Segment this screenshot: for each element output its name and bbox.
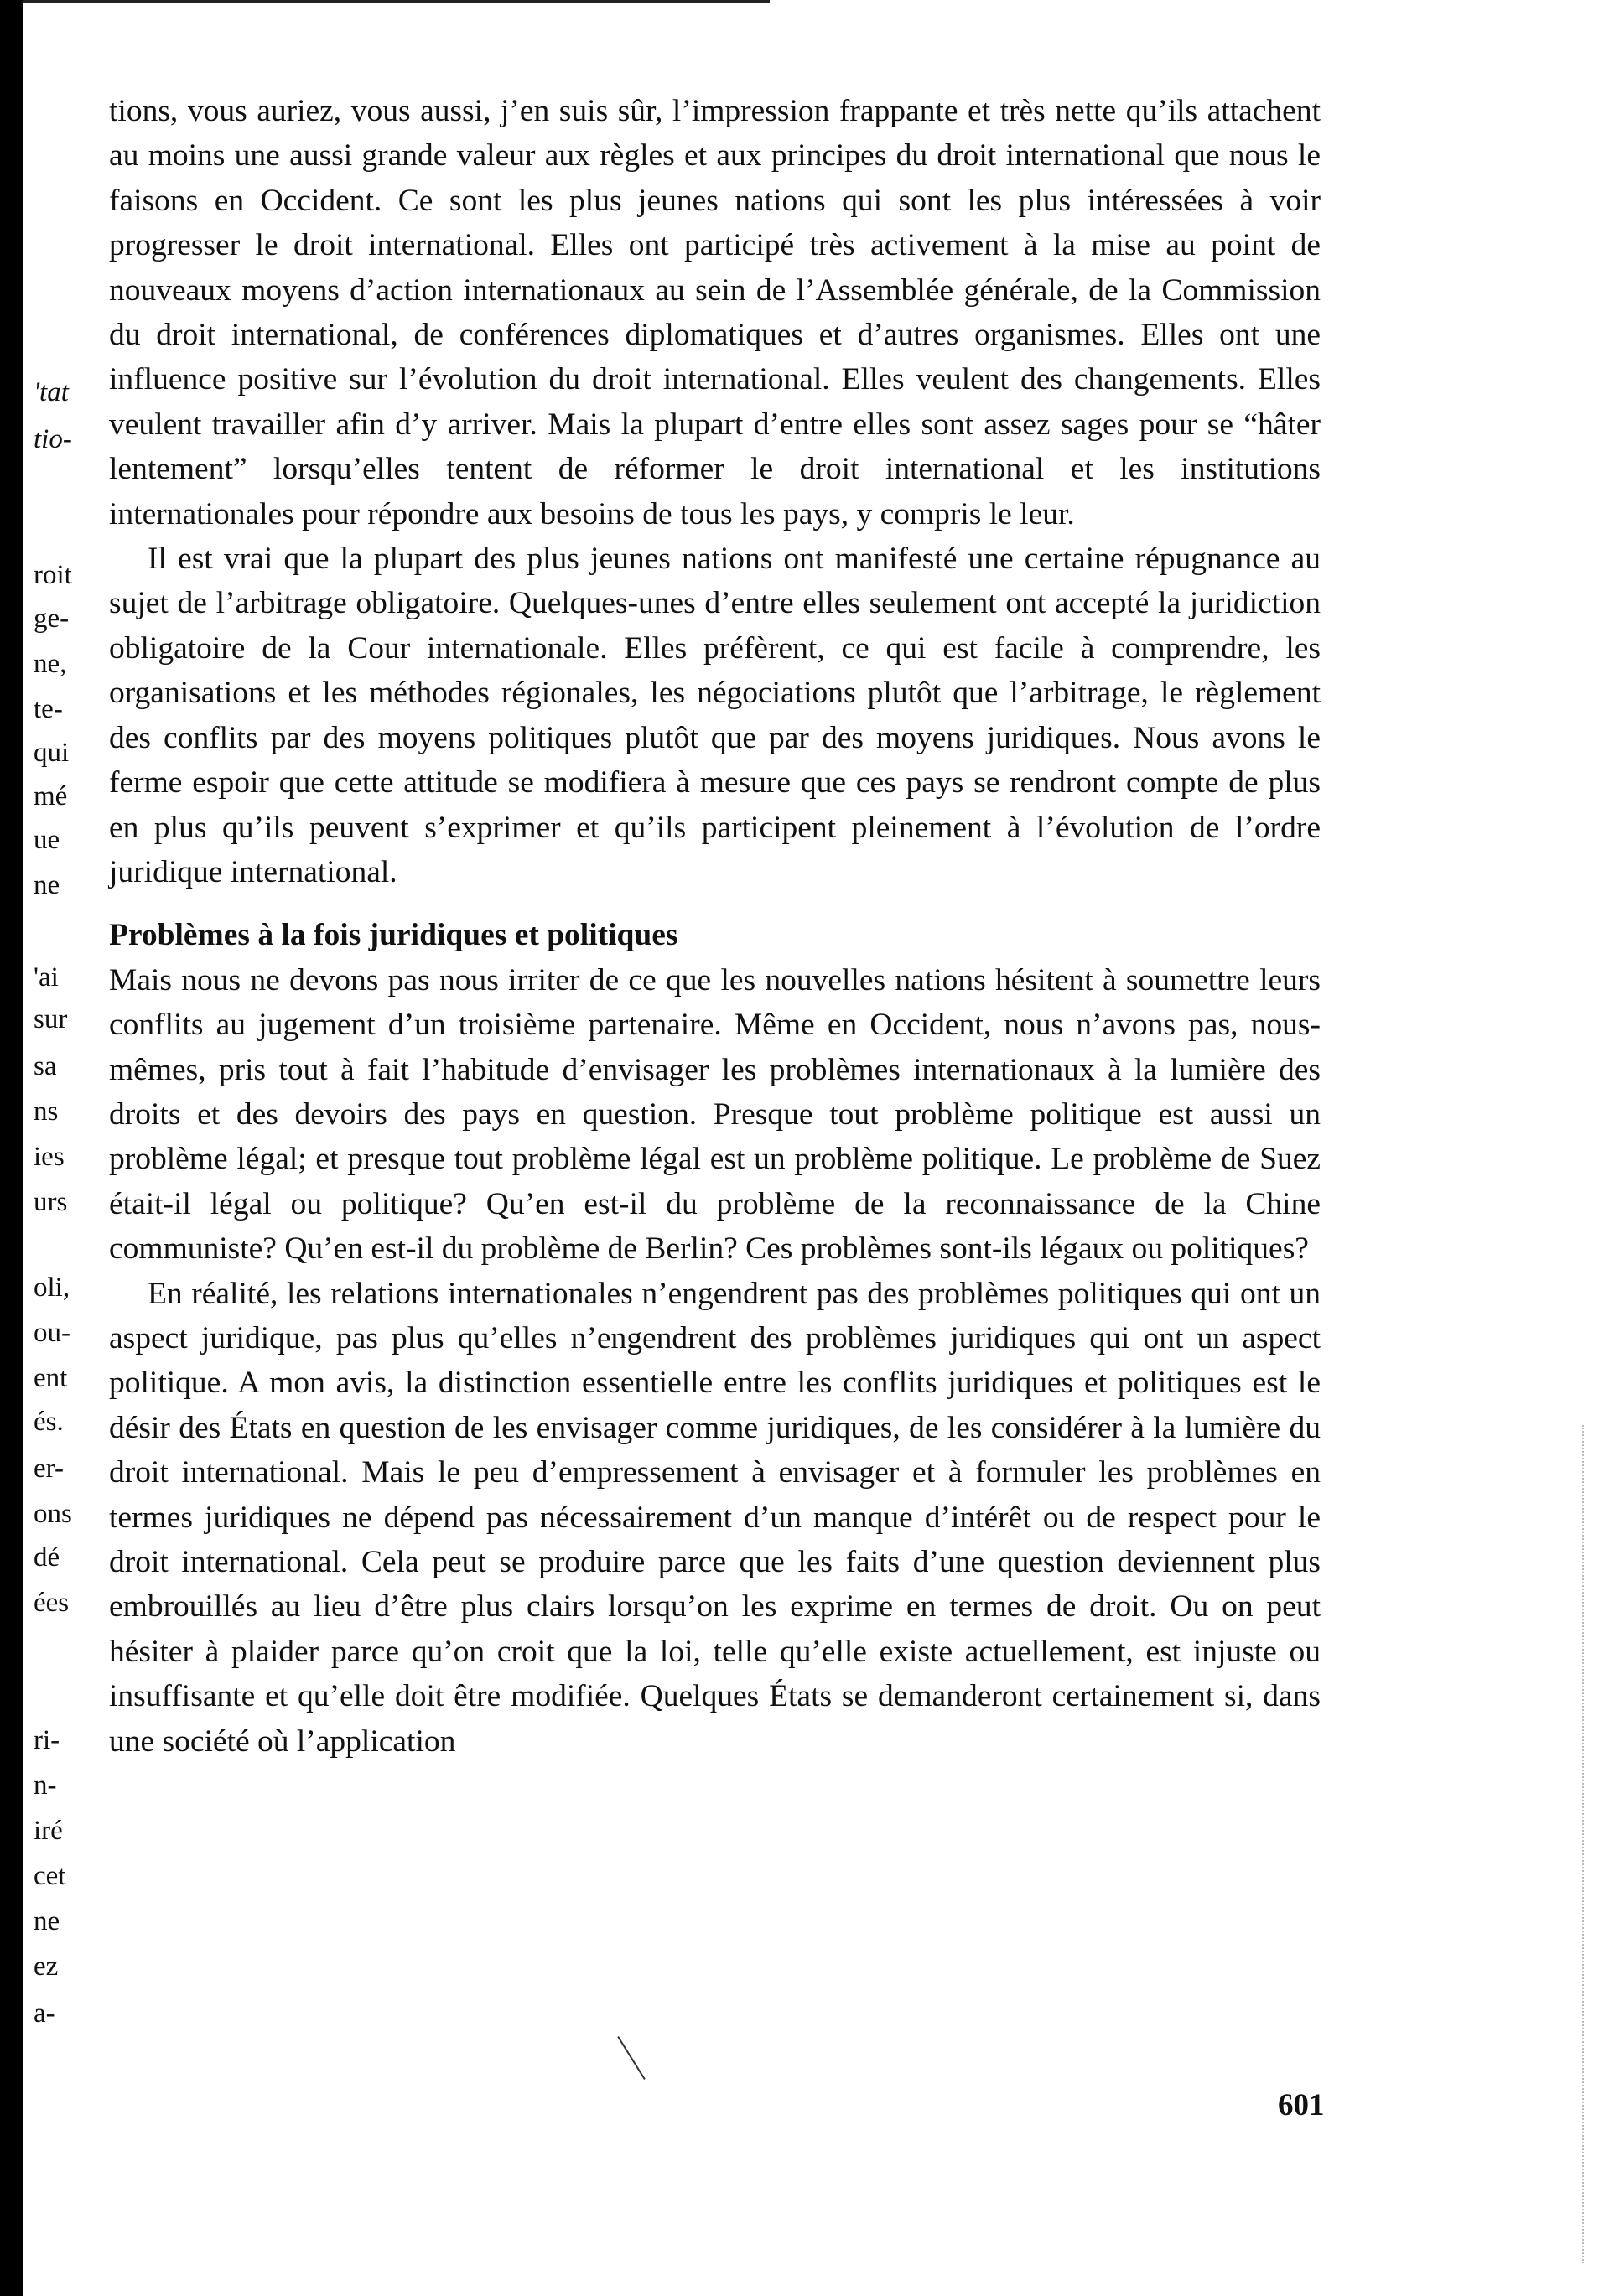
margin-fragment: ons [34, 1499, 72, 1529]
margin-fragment: urs [34, 1187, 68, 1217]
margin-fragment: ns [34, 1096, 59, 1127]
margin-fragment: roit [34, 560, 72, 590]
margin-fragment: 'ai [34, 962, 59, 993]
margin-fragment: qui [34, 738, 70, 768]
margin-fragment: mé [34, 781, 68, 811]
margin-fragment: ez [34, 1951, 59, 1982]
paragraph: tions, vous auriez, vous aussi, j’en suis sûr, l’impression frappante et très nette qu’ils attachent au moins une aussi grande valeur aux règles et aux principes du droit international que nous le faisons en Occident. Ce sont les plus jeunes nations qui sont les plus intéressées à voir progresser le droit international. Elles ont participé très activement à la mise au point de nouveaux moyens d’action internationaux au sein de l’Assemblée générale, de la Commission du droit international, de conférences diplomatiques et d’autres organismes. Elles ont une influence positive sur l’évolution du droit international. Elles veulent des changements. Elles veulent travailler afin d’y arriver. Mais la plupart d’entre elles sont assez sages pour se “hâter lentement” lorsqu’elles tentent de réformer le droit international et les institutions internationales pour répondre aux besoins de tous les pays, y compris le leur. [109, 94, 1321, 531]
margin-fragment: dé [34, 1542, 60, 1573]
margin-fragment: ies [34, 1142, 65, 1172]
margin-fragment: te- [34, 694, 63, 724]
margin-fragment: ne [34, 1906, 60, 1936]
margin-fragment: ou- [34, 1318, 70, 1348]
margin-fragment: tio- [34, 424, 72, 454]
paragraph: En réalité, les relations internationales n’engendrent pas des problèmes politiques qui ont un aspect juridique, pas plus qu’elles n’engendrent des problèmes juridiques qui ont un aspect politique. A mon avis, la distinction essentielle entre les conflits juridiques et politiques est le désir des États en question de les envisager comme juridiques, de les considérer à la lumière du droit international. Mais le peu d’empressement à envisager et à formuler les problèmes en termes juridiques ne dépend pas nécessairement d’un manque d’intérêt ou de respect pour le droit international. Cela peut se produire parce que les faits d’une question deviennent plus embrouillés au lieu d’être plus clairs lorsqu’on les exprime en termes de droit. Ou on peut hésiter à plaider parce qu’on croit que la loi, telle qu’elle existe actuellement, est injuste ou insuffisante et qu’elle doit être modifiée. Quelques États se demanderont certainement si, dans une société où l’application [109, 1276, 1321, 1759]
paragraph: Il est vrai que la plupart des plus jeunes nations ont manifesté une certaine répugnance au sujet de l’arbitrage obligatoire. Quelques-unes d’entre elles seulement ont accepté la juridiction obligatoire de la Cour internationale. Elles préfèrent, ce qui est facile à comprendre, les organisations et les méthodes régionales, les négociations plutôt que l’arbitrage, le règlement des conflits par des moyens politiques plutôt que par des moyens juridiques. Nous avons le ferme espoir que cette attitude se modifiera à mesure que ces pays se rendront compte de plus en plus qu’ils peuvent s’exprimer et qu’ils participent pleinement à l’évolution de l’ordre juridique international. [109, 542, 1321, 889]
scan-binding-edge [0, 0, 23, 2296]
top-rule [23, 0, 770, 3]
page-body [109, 89, 1321, 1764]
margin-fragment: ées [34, 1588, 70, 1618]
margin-fragment: ent [34, 1363, 68, 1393]
paragraph: Mais nous ne devons pas nous irriter de ce que les nouvelles nations hésitent à soumettre leurs conflits au jugement d’un troisième partenaire. Même en Occident, nous n’avons pas, nous-mêmes, pris tout à fait l’habitude d’envisager les problèmes internationaux à la lumière des droits et des devoirs des pays en question. Presque tout problème politique est aussi un problème légal; et presque tout problème légal est un problème politique. Le problème de Suez était-il légal ou politique? Qu’en est-il du problème de la reconnaissance de la Chine communiste? Qu’en est-il du problème de Berlin? Ces problèmes sont-ils légaux ou politiques? [109, 962, 1321, 1267]
margin-fragment: n- [34, 1770, 57, 1801]
margin-fragment: ge- [34, 604, 70, 634]
margin-fragment: ri- [34, 1725, 60, 1755]
margin-fragment: sa [34, 1051, 57, 1081]
scan-artifact-speckle [1582, 1425, 1586, 2263]
margin-fragment: iré [34, 1816, 63, 1846]
margin-fragment: és. [34, 1407, 64, 1437]
section-heading: Problèmes à la fois juridiques et politiques [109, 918, 678, 953]
margin-fragment: ue [34, 825, 60, 855]
scan-artifact-mark [617, 2036, 645, 2080]
margin-fragment: cet [34, 1861, 66, 1891]
margin-fragment: ne, [34, 649, 67, 679]
facing-page-margin [34, 0, 92, 2296]
margin-fragment: er- [34, 1454, 64, 1484]
margin-fragment: a- [34, 1998, 55, 2029]
margin-fragment: 'tat [34, 377, 69, 407]
margin-fragment: oli, [34, 1272, 70, 1303]
margin-fragment: sur [34, 1004, 68, 1034]
margin-fragment: ne [34, 870, 60, 900]
page-number: 601 [1278, 2088, 1325, 2122]
